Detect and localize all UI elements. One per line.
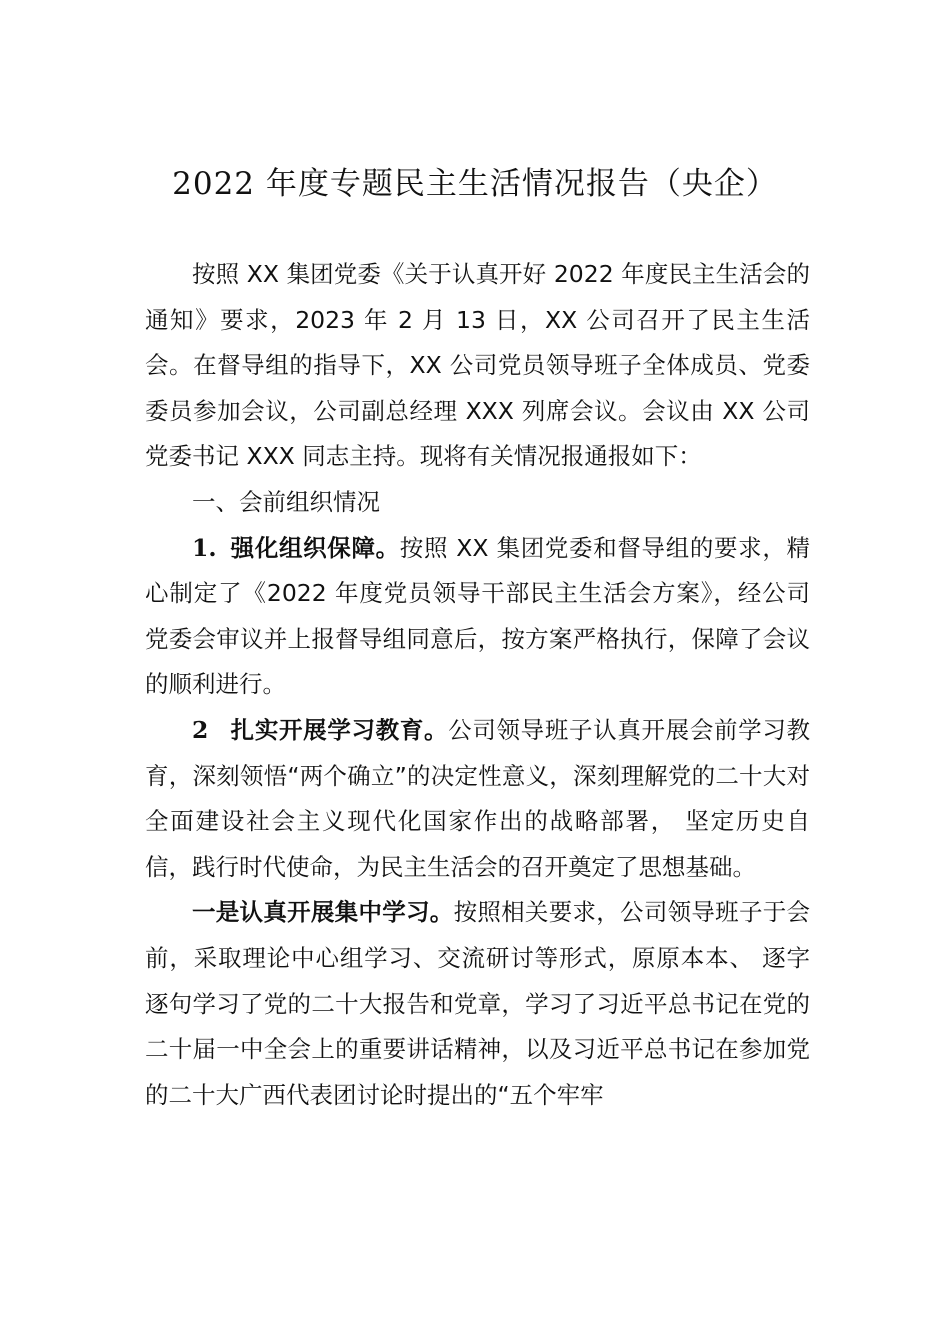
item-2-text: 公司领导班子认真开展会前学习教育，深刻领悟“两个确立”的决定性意义，深刻理解党的二十大对全面建设社会主义现代化国家作出的战略部署， 坚定历史自信，践行时代使命，为民主生活会的召开奠定了思想基础。 xyxy=(145,715,811,881)
section-heading: 一、会前组织情况 xyxy=(192,487,380,516)
point-1-lead: 一是认真开展集中学习。 xyxy=(192,898,454,927)
point-1-paragraph xyxy=(145,890,810,1118)
item-2-lead: 扎实开展学习教育。 xyxy=(230,715,449,744)
item-1-number: 1. xyxy=(192,533,217,562)
item-1-paragraph xyxy=(145,526,810,708)
document-title: 2022 年度专题民主生活情况报告（央企） xyxy=(172,166,778,202)
document-body xyxy=(145,252,810,1118)
item-2-paragraph xyxy=(145,708,810,890)
item-1-lead: 强化组织保障。 xyxy=(230,533,400,562)
intro-paragraph: 按照 XX 集团党委《关于认真开好 2022 年度民主生活会的通知》要求，2023 年 2 月 13 日，XX 公司召开了民主生活会。在督导组的指导下，XX 公司党员领导班子全体成员、党委委员参加会议，公司副总经理 XXX 列席会议。会议由 XX 公司党委书记 XXX 同志主持。现将有关情况报通报如下： xyxy=(145,260,810,471)
item-2-number: 2 xyxy=(192,715,209,744)
point-1-text: 按照相关要求，公司领导班子于会前，采取理论中心组学习、交流研讨等形式，原原本本、 逐字逐句学习了党的二十大报告和党章，学习了习近平总书记在党的二十届一中全会上的重要讲话精神，以及习近平总书记在参加党的二十大广西代表团讨论时提出的“五个牢牢 xyxy=(145,898,811,1109)
item-1-text: 按照 XX 集团党委和督导组的要求，精心制定了《2022 年度党员领导干部民主生活会方案》，经公司党委会审议并上报督导组同意后，按方案严格执行，保障了会议的顺利进行。 xyxy=(145,533,811,699)
